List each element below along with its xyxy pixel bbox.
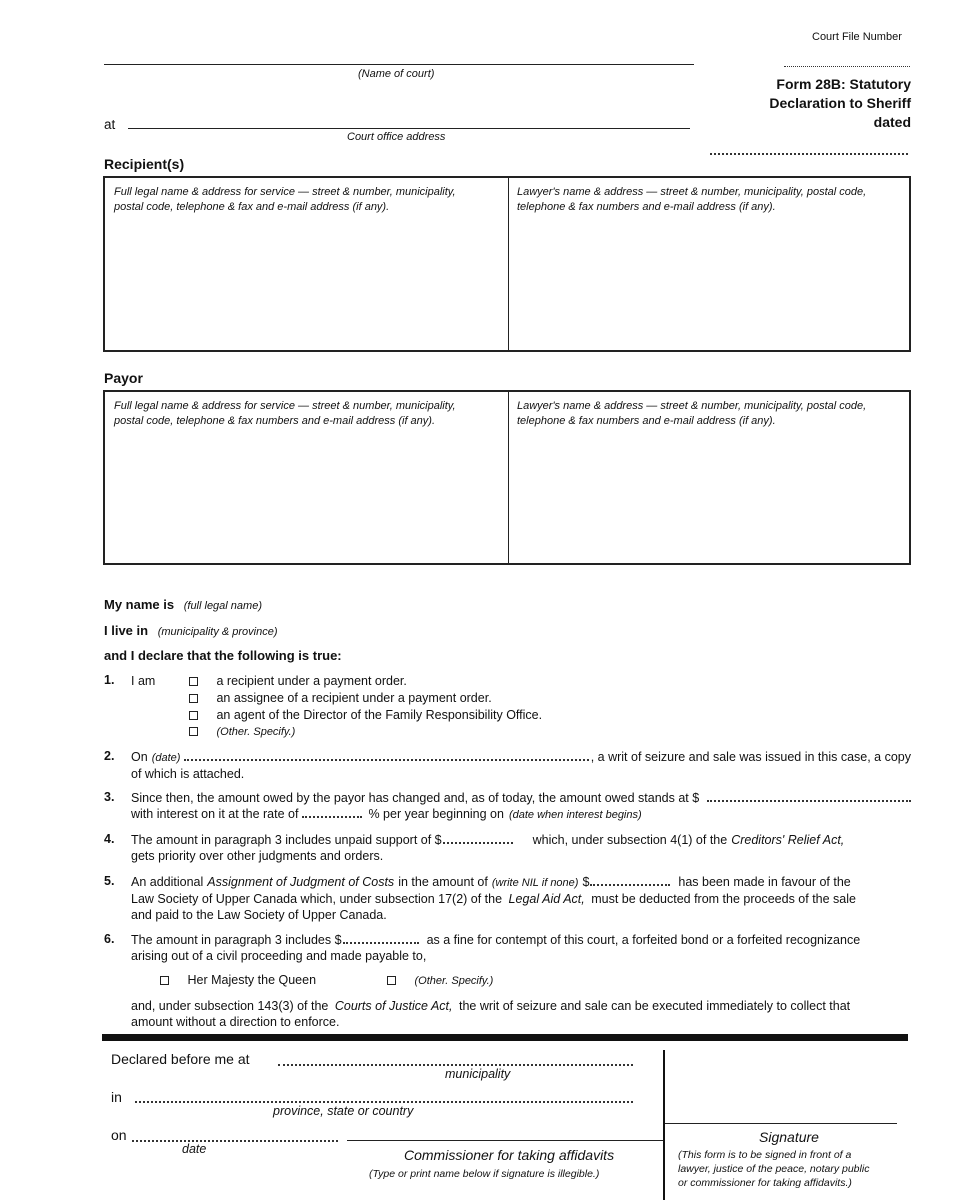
dated-field[interactable] — [710, 153, 908, 155]
p1-agent-checkbox[interactable] — [189, 711, 198, 720]
p5-line2a: Law Society of Upper Canada which, under subsection 17(2) of the — [131, 892, 503, 906]
p6-other-label: (Other. Specify.) — [414, 975, 494, 987]
p1-other-label: (Other. Specify.) — [216, 726, 296, 738]
declared-label: Declared before me at — [111, 1051, 250, 1067]
signature-hint — [678, 1148, 869, 1190]
payor-lawyer-hint-line2: telephone & fax numbers and e-mail address (if any). — [517, 415, 776, 427]
signature-hint-line1: (This form is to be signed in front of a — [678, 1149, 852, 1161]
jurat-date-field[interactable] — [132, 1140, 338, 1142]
p1-option-other — [189, 723, 295, 740]
signature-field[interactable] — [665, 1050, 897, 1123]
p5-line1d: has been made in favour of the — [678, 875, 851, 889]
recipient-lawyer-hint-line1: Lawyer's name & address — street & number, municipality, postal code, — [517, 186, 867, 198]
court-office-address-hint: Court office address — [347, 131, 446, 143]
form-title-line1: Form 28B: Statutory — [776, 76, 911, 92]
jurat-top-rule — [102, 1034, 908, 1041]
p1-number: 1. — [104, 673, 115, 687]
declared-municipality-field[interactable] — [278, 1064, 633, 1066]
p1-recipient-label: a recipient under a payment order. — [216, 674, 407, 688]
recipients-box — [103, 176, 911, 352]
p3-number: 3. — [104, 790, 115, 804]
p1-option-assignee — [189, 690, 492, 706]
my-name-label: My name is — [104, 597, 175, 612]
form-title — [700, 75, 911, 132]
p4-line2: gets priority over other judgments and orders. — [131, 849, 384, 863]
p4-line1b: which, under subsection 4(1) of the — [532, 833, 728, 847]
live-in-hint: (municipality & province) — [157, 626, 278, 638]
p5-line1b: in the amount of — [398, 875, 488, 889]
p6-fine-field[interactable] — [343, 942, 419, 944]
p3-date-hint: (date when interest begins) — [508, 809, 642, 821]
payor-address-hint-line1: Full legal name & address for service — street & number, municipality, — [114, 400, 456, 412]
payor-address-field[interactable] — [105, 432, 505, 560]
p1-agent-label: an agent of the Director of the Family Responsibility Office. — [216, 708, 543, 722]
at-label: at — [104, 117, 116, 132]
p6-courts-act: Courts of Justice Act, — [334, 999, 453, 1013]
commissioner-signature-line[interactable] — [347, 1140, 663, 1141]
payor-divider — [508, 392, 509, 563]
live-in-label: I live in — [104, 623, 149, 638]
p6-option-other — [387, 972, 493, 989]
p4-act-name: Creditors' Relief Act, — [731, 833, 845, 847]
p6-other-checkbox[interactable] — [387, 976, 396, 985]
p3-line2a: with interest on it at the rate of — [131, 807, 299, 821]
court-office-address-field[interactable] — [128, 128, 690, 129]
form-title-line2: Declaration to Sheriff — [769, 95, 911, 111]
recipient-lawyer-hint — [517, 185, 866, 215]
commissioner-hint: (Type or print name below if signature is illegible.) — [369, 1168, 600, 1180]
province-field[interactable] — [135, 1101, 633, 1103]
p5-line2b: must be deducted from the proceeds of the sale — [591, 892, 856, 906]
commissioner-label: Commissioner for taking affidavits — [404, 1147, 615, 1163]
p4-support-field[interactable] — [443, 842, 513, 844]
p2-date-field[interactable] — [184, 759, 588, 761]
p5-dollar: $ — [582, 875, 590, 889]
p6-text — [131, 932, 911, 964]
recipient-address-hint-line1: Full legal name & address for service — street & number, municipality, — [114, 186, 456, 198]
name-of-court-field[interactable] — [104, 64, 694, 65]
court-file-number-field[interactable] — [784, 66, 910, 67]
p5-costs-field[interactable] — [590, 884, 670, 886]
p6-line4: amount without a direction to enforce. — [131, 1015, 340, 1029]
payor-heading: Payor — [104, 370, 143, 386]
p3-rate-field[interactable] — [302, 816, 362, 818]
p6-closing — [131, 998, 911, 1030]
p4-line1a: The amount in paragraph 3 includes unpaid support of $ — [131, 833, 442, 847]
p5-assignment-title: Assignment of Judgment of Costs — [207, 875, 395, 889]
p1-other-checkbox[interactable] — [189, 727, 198, 736]
payor-address-hint-line2: postal code, telephone & fax numbers and e-mail address (if any). — [114, 415, 436, 427]
p5-legal-aid-act: Legal Aid Act, — [508, 892, 585, 906]
jurat-date-hint: date — [182, 1142, 207, 1156]
in-label: in — [111, 1089, 122, 1105]
p2-text — [131, 749, 911, 782]
payor-lawyer-hint-line1: Lawyer's name & address — street & number, municipality, postal code, — [517, 400, 867, 412]
recipient-address-hint — [114, 185, 456, 215]
p6-queen-checkbox[interactable] — [160, 976, 169, 985]
payor-lawyer-hint — [517, 399, 866, 429]
p5-line3: and paid to the Law Society of Upper Canada. — [131, 908, 387, 922]
p6-line1a: The amount in paragraph 3 includes $ — [131, 933, 342, 947]
recipient-address-hint-line2: postal code, telephone & fax and e-mail address (if any). — [114, 201, 390, 213]
signature-hint-line2: lawyer, justice of the peace, notary public — [678, 1163, 870, 1175]
signature-hint-line3: or commissioner for taking affidavits.) — [678, 1177, 852, 1189]
on-label: on — [111, 1127, 127, 1143]
p6-line3b: the writ of seizure and sale can be executed immediately to collect that — [458, 999, 851, 1013]
form-title-line3: dated — [873, 114, 911, 130]
p6-option-queen — [160, 972, 316, 988]
recipients-heading: Recipient(s) — [104, 156, 185, 172]
court-file-number-label: Court File Number — [812, 31, 902, 43]
p4-number: 4. — [104, 832, 115, 846]
p2-date-hint: (date) — [151, 752, 181, 764]
p5-text — [131, 874, 911, 923]
p5-nil-hint: (write NIL if none) — [491, 877, 579, 889]
payor-lawyer-field[interactable] — [511, 432, 909, 560]
p5-line1a: An additional — [131, 875, 204, 889]
recipient-address-field[interactable] — [105, 218, 505, 348]
payor-address-hint — [114, 399, 456, 429]
p3-line2b: % per year beginning on — [368, 807, 504, 821]
p2-line1-rest: , a writ of seizure and sale was issued in this case, a copy — [590, 750, 911, 764]
p6-number: 6. — [104, 932, 115, 946]
signature-label: Signature — [759, 1129, 819, 1145]
p1-assignee-checkbox[interactable] — [189, 694, 198, 703]
recipient-lawyer-hint-line2: telephone & fax numbers and e-mail address (if any). — [517, 201, 776, 213]
p1-option-recipient — [189, 673, 407, 689]
p4-text — [131, 832, 911, 864]
p3-text — [131, 790, 911, 823]
p1-option-agent — [189, 707, 542, 723]
recipient-lawyer-field[interactable] — [511, 218, 909, 348]
my-name-row — [104, 597, 262, 612]
municipality-hint: municipality — [445, 1067, 511, 1081]
payor-box — [103, 390, 911, 565]
p6-line1b: as a fine for contempt of this court, a forfeited bond or a forfeited recognizance — [426, 933, 861, 947]
p3-line1: Since then, the amount owed by the payor has changed and, as of today, the amount owed stands at $ — [131, 791, 700, 805]
p3-amount-field[interactable] — [707, 800, 911, 802]
p5-number: 5. — [104, 874, 115, 888]
province-hint: province, state or country — [273, 1104, 414, 1118]
signature-line — [665, 1123, 897, 1124]
p1-recipient-checkbox[interactable] — [189, 677, 198, 686]
p6-queen-label: Her Majesty the Queen — [187, 973, 317, 987]
live-in-row — [104, 623, 278, 638]
p2-number: 2. — [104, 749, 115, 763]
declare-label: and I declare that the following is true: — [104, 648, 342, 663]
p2-line2: of which is attached. — [131, 767, 245, 781]
p6-line2: arising out of a civil proceeding and made payable to, — [131, 949, 427, 963]
p2-on-label: On — [131, 750, 148, 764]
name-of-court-hint: (Name of court) — [358, 68, 435, 80]
p1-lead: I am — [131, 674, 156, 688]
p1-assignee-label: an assignee of a recipient under a payment order. — [216, 691, 492, 705]
recipients-divider — [508, 178, 509, 350]
p6-line3a: and, under subsection 143(3) of the — [131, 999, 329, 1013]
my-name-hint: (full legal name) — [183, 600, 262, 612]
